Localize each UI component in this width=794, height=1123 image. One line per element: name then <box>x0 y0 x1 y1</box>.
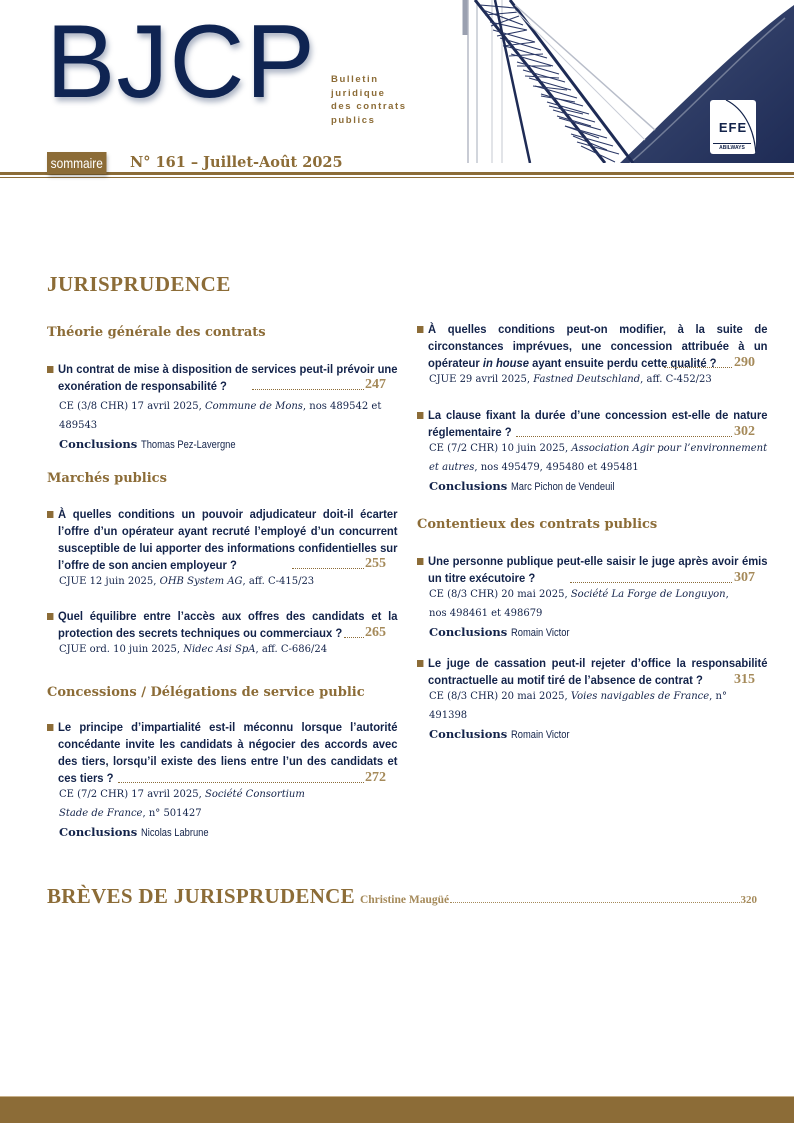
conclusions-label: Conclusions <box>429 727 508 741</box>
subtitle-line: publics <box>331 114 376 126</box>
entry-reference <box>417 585 744 623</box>
conclusions-label: Conclusions <box>429 479 508 493</box>
entry-conclusions <box>417 725 757 744</box>
question-text: La clause fixant la durée d’une concession est-elle de nature réglementaire ? <box>428 408 768 439</box>
entry-conclusions <box>47 823 387 842</box>
ref-case-name: Association Agir pour l’environnement et autres <box>429 443 768 473</box>
conclusions-author: Romain Victor <box>511 627 570 639</box>
ref-number: , n° 491398 <box>429 691 727 721</box>
bullet-icon <box>47 366 53 373</box>
entry-conclusions <box>417 623 757 642</box>
abilways-logo-text: ABILWAYS <box>713 143 751 151</box>
toc-entry[interactable] <box>47 719 398 842</box>
section-title: Contentieux des contrats publics <box>417 517 658 532</box>
ref-court: CJUE 12 juin 2025, <box>59 576 160 587</box>
bullet-icon <box>47 613 53 620</box>
entry-reference <box>417 370 757 389</box>
question-text: Une personne publique peut-elle saisir le juge après avoir émis un titre exécutoire ? <box>428 554 768 585</box>
bullet-icon <box>417 660 423 667</box>
entry-reference <box>47 572 387 591</box>
entry-conclusions <box>417 477 757 496</box>
ref-number: , n° 501427 <box>142 808 202 819</box>
toc-entry[interactable] <box>417 655 768 744</box>
ref-number: , nos 498461 et 498679 <box>429 589 729 619</box>
question-italic: in house <box>482 356 529 370</box>
ref-number: , aff. C-452/23 <box>640 374 712 385</box>
conclusions-author: Romain Victor <box>511 729 570 741</box>
subtitle-line: des contrats <box>331 101 407 112</box>
ref-case-name: Voies navigables de France <box>570 691 710 702</box>
header-rule <box>0 172 794 175</box>
page-number: 247 <box>365 377 386 392</box>
ref-court: CE (8/3 CHR) 20 mai 2025, <box>429 691 571 702</box>
breves-title: BRÈVES DE JURISPRUDENCE <box>47 884 355 908</box>
conclusions-label: Conclusions <box>59 825 138 839</box>
question-text: Un contrat de mise à disposition de services peut-il prévoir une exonération de responsabilité ? <box>58 362 398 393</box>
bullet-icon <box>417 326 423 333</box>
dot-leader <box>570 582 732 583</box>
subtitle-line: Bulletin <box>331 74 379 85</box>
entry-reference <box>417 687 757 725</box>
ref-case-name: Société Consortium Stade de France <box>59 789 305 819</box>
dot-leader <box>344 637 364 638</box>
breves-entry[interactable] <box>47 884 757 909</box>
ref-court: CJUE ord. 10 juin 2025, <box>59 644 184 655</box>
toc-entry[interactable] <box>417 321 768 389</box>
header-rule-thin <box>0 177 794 178</box>
ref-number: , aff. C-415/23 <box>242 576 315 587</box>
ref-case-name: Nidec Asi SpA <box>183 644 256 655</box>
toc-entry[interactable] <box>417 407 768 496</box>
bullet-icon <box>417 412 423 419</box>
page-number: 315 <box>734 672 755 687</box>
ref-case-name: Fastned Deutschland <box>533 374 641 385</box>
entry-reference <box>47 785 324 823</box>
section-title: Concessions / Délégations de service public <box>47 685 365 700</box>
footer-band <box>0 1097 794 1123</box>
page-number: 302 <box>734 424 755 439</box>
ref-number: , nos 489542 et 489543 <box>59 401 382 431</box>
entry-question[interactable] <box>417 655 768 689</box>
entry-question[interactable] <box>417 321 768 372</box>
ref-court: CE (8/3 CHR) 20 mai 2025, <box>429 589 571 600</box>
entry-conclusions <box>47 435 387 454</box>
bullet-icon <box>47 724 53 731</box>
ref-number: , aff. C-686/24 <box>255 644 328 655</box>
conclusions-author: Nicolas Labrune <box>141 827 209 839</box>
dot-leader <box>450 902 739 903</box>
question-text: À quelles conditions un pouvoir adjudicateur doit-il écarter l’offre d’un opérateur ayant recruté l’employé d’un concurrent susceptible de lui apporter des informations confidentielles sur l’offre de son ancien employeur ? <box>58 507 398 572</box>
ref-case-name: Commune de Mons <box>204 401 303 412</box>
dot-leader <box>252 389 364 390</box>
ref-court: CJUE 29 avril 2025, <box>429 374 534 385</box>
page-number: 272 <box>365 770 386 785</box>
journal-subtitle <box>331 73 407 127</box>
question-text-end: ayant ensuite perdu cette qualité ? <box>528 356 717 370</box>
page-number: 320 <box>740 894 757 906</box>
question-text: Quel équilibre entre l’accès aux offres des candidats et la protection des secrets techniques ou commerciaux ? <box>58 609 398 640</box>
ref-case-name: OHB System AG <box>159 576 243 587</box>
section-title: Marchés publics <box>47 471 167 486</box>
toc-entry[interactable] <box>47 361 398 454</box>
subtitle-line: juridique <box>331 87 386 99</box>
entry-reference <box>47 397 387 435</box>
issue-number: N° 161 – Juillet-Août 2025 <box>130 154 343 171</box>
page-number: 290 <box>734 355 755 370</box>
bullet-icon <box>417 558 423 565</box>
bullet-icon <box>47 511 53 518</box>
toc-entry[interactable] <box>47 506 398 591</box>
breves-author: Christine Maugüé <box>359 894 450 906</box>
conclusions-label: Conclusions <box>59 437 138 451</box>
entry-reference <box>417 439 774 477</box>
sommaire-label: sommaire <box>47 152 107 174</box>
conclusions-label: Conclusions <box>429 625 508 639</box>
journal-logo: BJCP <box>46 4 316 120</box>
toc-entry[interactable] <box>417 553 768 642</box>
dot-leader <box>516 436 732 437</box>
entry-reference <box>47 640 387 659</box>
page-number: 265 <box>365 625 386 640</box>
efe-abilways-logo <box>710 100 756 154</box>
ref-court: CE (7/2 CHR) 17 avril 2025, <box>59 789 205 800</box>
ref-court: CE (3/8 CHR) 17 avril 2025, <box>59 401 205 412</box>
conclusions-author: Marc Pichon de Vendeuil <box>511 481 615 493</box>
ref-number: , nos 495479, 495480 et 495481 <box>474 462 639 473</box>
dot-leader <box>664 367 732 368</box>
page-number: 255 <box>365 556 386 571</box>
dot-leader <box>118 782 364 783</box>
section-heading-jurisprudence: JURISPRUDENCE <box>47 272 231 296</box>
efe-logo-text: EFE <box>718 120 748 135</box>
entry-question[interactable] <box>47 506 398 574</box>
dot-leader <box>292 568 364 569</box>
ref-case-name: Société La Forge de Longuyon <box>570 589 726 600</box>
entry-question[interactable] <box>47 719 398 787</box>
ref-court: CE (7/2 CHR) 10 juin 2025, <box>429 443 572 454</box>
toc-entry[interactable] <box>47 608 398 659</box>
section-title: Théorie générale des contrats <box>47 325 266 340</box>
question-text: Le juge de cassation peut-il rejeter d’office la responsabilité contractuelle au motif tiré de l’absence de contrat ? <box>428 656 768 687</box>
question-text: Le principe d’impartialité est-il méconnu lorsque l’autorité concédante invite les candidats à négocier des accords avec des tiers, lorsqu’il existe des liens entre l’un des candidats et ces tiers ? <box>58 720 398 785</box>
conclusions-author: Thomas Pez-Lavergne <box>141 439 236 451</box>
page-number: 307 <box>734 570 755 585</box>
question-text: À quelles conditions peut-on modifier, à la suite de circonstances imprévues, une concession attribuée à un opérateur <box>428 322 768 370</box>
